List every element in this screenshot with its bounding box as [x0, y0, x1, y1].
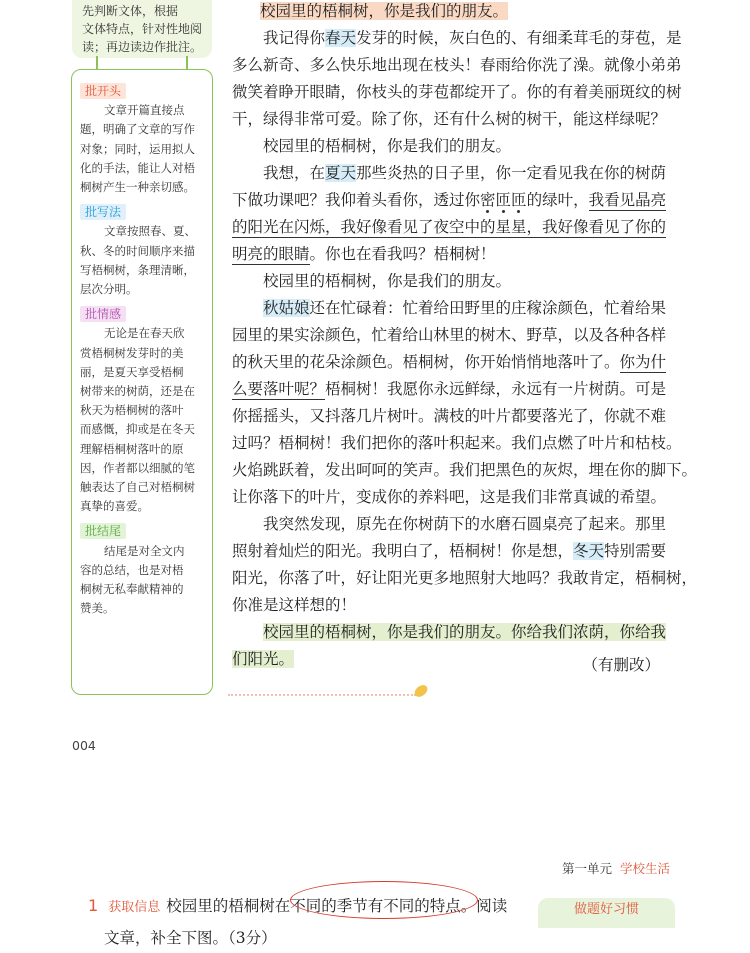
connector-line — [96, 56, 98, 70]
text-span: 我记得你 — [263, 29, 326, 47]
question-text: 校园里的梧桐树在 — [166, 897, 291, 915]
text-line: 微笑着睁开眼睛，你枝头的芽苞都绽开了。你的有着美丽斑纹的树 — [232, 83, 682, 101]
reading-tip-note — [72, 0, 212, 58]
annotation-line: 真挚的喜爱。 — [80, 499, 149, 514]
annotation-line: 文章按照春、夏、 — [104, 224, 196, 239]
annotation-sidebar — [71, 69, 213, 695]
text-line — [232, 241, 496, 268]
good-habit-label: 做题好习惯 — [538, 898, 675, 928]
question-text-line2: 文章，补全下图。（3分） — [104, 929, 277, 947]
article-opening-line — [260, 0, 508, 25]
text-line — [232, 349, 666, 376]
question-text: 。阅读 — [460, 897, 508, 915]
annotation-line: 因，作者都以细腻的笔 — [80, 460, 195, 475]
text-span: 梧桐树！我愿你永远鲜绿，永远有一片树荫。可是 — [325, 380, 667, 398]
text-line: 园里的果实涂颜色，忙着给山林里的树木、野草，以及各种各样 — [232, 326, 667, 344]
emphasis-dot-char: 匝 — [511, 191, 527, 209]
annotation-line: 化的手法，能让人对梧 — [80, 160, 195, 175]
tip-line: 先判断文体，根据 — [82, 4, 179, 18]
annotation-line: 赞美。 — [80, 601, 115, 616]
text-span: 的秋天里的花朵涂颜色。梧桐树，你开始悄悄地落叶了。 — [232, 353, 620, 371]
text-span: 特别需要 — [604, 542, 667, 560]
text-span: 那些炎热的日子里，你一定看见我在你的树荫 — [356, 164, 667, 182]
annotation-line: 丽，是夏天享受梧桐 — [80, 364, 184, 379]
paragraph-spring — [263, 25, 682, 52]
emphasis-dot-char: 匝 — [495, 191, 512, 209]
annotation-line: 桐树无私奉献精神的 — [80, 582, 184, 597]
annotation-tag: 批开头 — [80, 83, 126, 99]
annotation-line: 秋天为梧桐树的落叶 — [80, 403, 184, 418]
text-line: 你准是这样想的！ — [232, 596, 357, 614]
season-autumn: 秋姑娘 — [263, 299, 310, 317]
text-span: 下做功课吧？我仰着头看你，透过你 — [232, 191, 481, 209]
ending-line — [263, 619, 666, 646]
annotation-line: 桐树产生一种亲切感。 — [80, 180, 195, 195]
season-summer: 夏天 — [325, 164, 357, 182]
highlighted-title-line: 校园里的梧桐树，你是我们的朋友。 — [260, 2, 509, 20]
annotation-ending — [80, 522, 206, 618]
text-line: 过吗？梧桐树！我们把你的落叶积起来。我们点燃了叶片和枯枝。 — [232, 434, 682, 452]
annotation-line: 对象；同时，运用拟人 — [80, 141, 195, 156]
text-span: 的绿叶， — [526, 191, 589, 209]
leaf-icon — [413, 684, 430, 699]
text-line: 让你落下的叶片，变成你的养料吧，这是我们非常真诚的希望。 — [232, 488, 667, 506]
tip-line: 文体特点，针对性地阅 — [82, 22, 203, 36]
dotted-divider — [228, 694, 416, 696]
unit-header — [562, 859, 670, 877]
annotation-line: 而感慨，抑或是在冬天 — [80, 422, 195, 437]
connector-line — [186, 56, 188, 70]
text-line — [232, 376, 666, 403]
emphasis-dot-char: 密 — [480, 191, 496, 209]
annotation-line: 触表达了自己对梧桐树 — [80, 480, 195, 495]
text-line — [232, 214, 666, 241]
annotation-line: 赏梧桐树发芽时的美 — [80, 345, 184, 360]
annotation-tag: 批结尾 — [80, 523, 126, 539]
text-line: 你摇摇头，又抖落几片树叶。满枝的叶片都要落光了，你就不难 — [232, 407, 667, 425]
underlined-text: 我看见晶亮 — [588, 191, 667, 209]
annotation-line: 秋、冬的时间顺序来描 — [80, 243, 195, 258]
annotation-line: 写梧桐树，条理清晰， — [80, 262, 195, 277]
highlighted-ending: 校园里的梧桐树，你是我们的朋友。你给我们浓荫，你给我 — [263, 623, 667, 641]
unit-topic: 学校生活 — [620, 861, 671, 876]
annotation-line: 文章开篇直接点 — [104, 103, 185, 118]
annotation-line: 容的总结，也是对梧 — [80, 562, 184, 577]
handwritten-circle — [290, 881, 478, 919]
question-tag: 获取信息 — [108, 900, 161, 915]
text-span: 照射着灿烂的阳光。我明白了，梧桐树！你是想， — [232, 542, 574, 560]
text-line — [232, 538, 666, 565]
paragraph-autumn — [263, 295, 666, 322]
ending-line — [232, 646, 294, 673]
annotation-line: 层次分明。 — [80, 282, 138, 297]
refrain-line: 校园里的梧桐树，你是我们的朋友。 — [263, 272, 512, 290]
season-spring: 春天 — [325, 29, 357, 47]
underlined-text: 的阳光在闪烁，我好像看见了夜空中的星星，我好像看见了你的 — [232, 218, 667, 236]
annotation-line: 树带来的树荫，还是在 — [80, 384, 195, 399]
question-key-phrase: 不同的季节有不同的特点 — [290, 897, 461, 915]
refrain-line: 校园里的梧桐树，你是我们的朋友。 — [263, 137, 512, 155]
season-winter: 冬天 — [573, 542, 605, 560]
annotation-line: 结尾是对全文内 — [104, 543, 185, 558]
annotation-tag: 批写法 — [80, 204, 126, 220]
text-span: 发芽的时候，灰白色的、有细柔茸毛的芽苞，是 — [356, 29, 682, 47]
annotation-writing — [80, 203, 206, 299]
text-span: 。你也在看我吗？梧桐树！ — [309, 245, 496, 263]
text-span: 还在忙碌着：忙着给田野里的庄稼涂颜色，忙着给果 — [309, 299, 667, 317]
text-line: 干，绿得非常可爱。除了你，还有什么树的树干，能这样绿呢？ — [232, 110, 667, 128]
annotation-tag: 批情感 — [80, 306, 126, 322]
underlined-text: 么要落叶呢？ — [232, 380, 326, 398]
text-line: 火焰跳跃着，发出呵呵的笑声。我们把黑色的灰烬，埋在你的脚下。 — [232, 461, 698, 479]
highlighted-ending: 们阳光。 — [232, 650, 295, 668]
text-line: 多么新奇、多么快乐地出现在枝头！春雨给你洗了澡。就像小弟弟 — [232, 56, 682, 74]
underlined-text: 明亮的眼睛 — [232, 245, 310, 263]
annotation-opening — [80, 82, 206, 197]
underlined-text: 你为什 — [619, 353, 667, 371]
text-line — [232, 187, 666, 214]
text-span: 我想，在 — [263, 164, 326, 182]
text-line: 阳光，你落了叶，好让阳光更多地照射大地吗？我敢肯定，梧桐树， — [232, 569, 698, 587]
annotation-line: 无论是在春天欣 — [104, 326, 185, 341]
tip-line: 读；再边读边作批注。 — [82, 40, 203, 54]
paragraph-winter: 我突然发现，原先在你树荫下的水磨石圆桌亮了起来。那里 — [263, 515, 667, 533]
annotation-emotion — [80, 305, 206, 516]
question-number: 1 — [88, 896, 99, 915]
paragraph-summer — [263, 160, 666, 187]
source-note: （有删改） — [582, 656, 660, 674]
unit-label: 第一单元 — [562, 861, 613, 876]
annotation-line: 理解梧桐树落叶的原 — [80, 441, 184, 456]
annotation-line: 题，明确了文章的写作 — [80, 122, 195, 137]
page-number: 004 — [72, 738, 96, 753]
